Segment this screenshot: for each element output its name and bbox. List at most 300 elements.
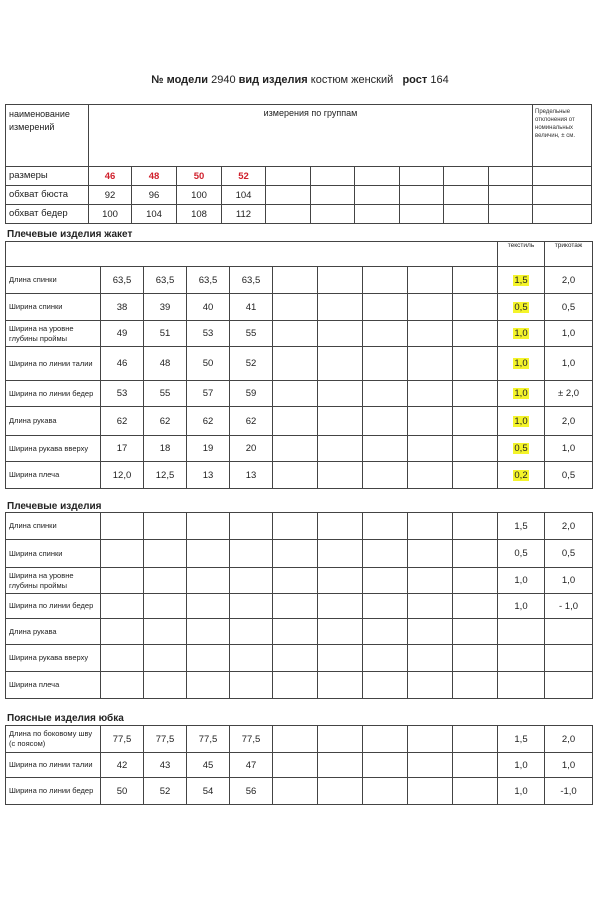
value-cell <box>230 513 273 540</box>
value-cell: 104 <box>222 186 266 205</box>
hips-row <box>6 205 592 224</box>
value-cell <box>318 347 363 381</box>
value-cell <box>408 540 453 568</box>
textile-tolerance-cell <box>498 513 545 540</box>
value-cell <box>453 778 498 805</box>
textile-tolerance-value: 1,5 <box>514 733 528 745</box>
textile-tolerance-cell <box>498 267 545 294</box>
value-cell <box>273 594 318 619</box>
value-cell: 52 <box>222 167 266 186</box>
value-cell <box>273 436 318 462</box>
value-cell: 45 <box>187 753 230 778</box>
textile-tolerance-cell <box>498 347 545 381</box>
value-cell: 46 <box>101 347 144 381</box>
value-cell <box>311 186 355 205</box>
col-knit-header: трикотаж <box>545 242 593 267</box>
measurement-name: Ширина по линии бедер <box>6 594 101 619</box>
value-cell <box>187 568 230 594</box>
value-cell <box>144 619 187 645</box>
value-cell <box>230 645 273 672</box>
measurement-row <box>6 462 593 489</box>
measurement-row <box>6 321 593 347</box>
value-cell <box>453 594 498 619</box>
textile-tolerance-value: 0,5 <box>514 443 528 454</box>
value-cell: 77,5 <box>230 726 273 753</box>
value-cell <box>453 513 498 540</box>
value-cell <box>489 186 533 205</box>
value-cell: 53 <box>101 381 144 407</box>
size-header-table <box>5 104 592 224</box>
value-cell <box>273 267 318 294</box>
value-cell <box>363 462 408 489</box>
value-cell <box>318 672 363 699</box>
section-title-jacket: Плечевые изделия жакет <box>7 229 133 240</box>
value-cell <box>273 672 318 699</box>
value-cell: 12,5 <box>144 462 187 489</box>
skirt-table <box>5 725 593 805</box>
value-cell: 38 <box>101 294 144 321</box>
value-cell: 49 <box>101 321 144 347</box>
value-cell <box>355 167 400 186</box>
value-cell <box>363 294 408 321</box>
value-cell <box>318 513 363 540</box>
value-cell <box>318 407 363 436</box>
type-value: костюм женский <box>310 74 394 86</box>
value-cell: 55 <box>230 321 273 347</box>
value-cell <box>453 540 498 568</box>
value-cell: 63,5 <box>187 267 230 294</box>
textile-tolerance-cell <box>498 381 545 407</box>
value-cell <box>266 186 311 205</box>
knit-tolerance-value: 0,5 <box>545 294 593 321</box>
value-cell <box>311 205 355 224</box>
value-cell <box>400 167 444 186</box>
knit-tolerance-value: 1,0 <box>545 347 593 381</box>
value-cell <box>230 594 273 619</box>
value-cell <box>453 381 498 407</box>
value-cell <box>273 778 318 805</box>
value-cell <box>408 462 453 489</box>
value-cell: 92 <box>89 186 132 205</box>
value-cell <box>453 726 498 753</box>
value-cell: 100 <box>89 205 132 224</box>
textile-tolerance-cell <box>498 753 545 778</box>
value-cell <box>273 568 318 594</box>
document-title <box>0 74 600 86</box>
knit-tolerance-value: -1,0 <box>545 778 593 805</box>
value-cell <box>363 321 408 347</box>
textile-tolerance-value: 0,5 <box>514 301 528 313</box>
textile-tolerance-value: 1,0 <box>514 358 528 369</box>
measurement-name: Длина спинки <box>6 267 101 294</box>
textile-tolerance-cell <box>498 294 545 321</box>
value-cell: 50 <box>187 347 230 381</box>
value-cell <box>408 294 453 321</box>
value-cell <box>101 540 144 568</box>
textile-tolerance-value: 1,0 <box>514 415 528 427</box>
value-cell: 46 <box>89 167 132 186</box>
shoulder-table <box>5 512 593 699</box>
measurement-row <box>6 778 593 805</box>
measurement-row <box>6 436 593 462</box>
value-cell: 18 <box>144 436 187 462</box>
value-cell <box>453 407 498 436</box>
size-row <box>6 167 592 186</box>
value-cell <box>144 568 187 594</box>
value-cell: 42 <box>101 753 144 778</box>
value-cell <box>408 321 453 347</box>
value-cell: 104 <box>132 205 177 224</box>
value-cell: 63,5 <box>101 267 144 294</box>
measurement-row <box>6 267 593 294</box>
value-cell <box>318 619 363 645</box>
value-cell <box>187 513 230 540</box>
measurement-name: Ширина плеча <box>6 462 101 489</box>
value-cell <box>273 540 318 568</box>
value-cell <box>230 619 273 645</box>
value-cell <box>273 347 318 381</box>
value-cell <box>230 672 273 699</box>
measurement-name: Ширина по линии талии <box>6 347 101 381</box>
value-cell <box>187 645 230 672</box>
height-value: 164 <box>430 74 449 86</box>
value-cell <box>273 645 318 672</box>
value-cell <box>453 347 498 381</box>
value-cell: 77,5 <box>187 726 230 753</box>
value-cell <box>408 267 453 294</box>
value-cell: 52 <box>230 347 273 381</box>
value-cell <box>355 205 400 224</box>
value-cell <box>318 436 363 462</box>
value-cell: 54 <box>187 778 230 805</box>
value-cell: 50 <box>177 167 222 186</box>
value-cell: 51 <box>144 321 187 347</box>
value-cell <box>311 167 355 186</box>
value-cell <box>318 294 363 321</box>
value-cell <box>318 568 363 594</box>
knit-tolerance-value <box>545 645 593 672</box>
value-cell <box>101 594 144 619</box>
measurement-name: Ширина по линии талии <box>6 753 101 778</box>
textile-tolerance-value: 1,5 <box>514 274 528 286</box>
value-cell <box>101 568 144 594</box>
value-cell: 77,5 <box>144 726 187 753</box>
value-cell <box>273 407 318 436</box>
value-cell <box>363 594 408 619</box>
value-cell <box>408 513 453 540</box>
value-cell <box>408 753 453 778</box>
value-cell: 13 <box>187 462 230 489</box>
value-cell <box>400 186 444 205</box>
knit-tolerance-value: ± 2,0 <box>545 381 593 407</box>
value-cell <box>453 619 498 645</box>
value-cell: 62 <box>101 407 144 436</box>
value-cell: 39 <box>144 294 187 321</box>
textile-tolerance-value: 0,5 <box>514 548 528 559</box>
groups-header: измерения по группам <box>89 105 533 167</box>
measurement-name: Ширина рукава вверху <box>6 645 101 672</box>
row-label: обхват бюста <box>6 186 89 205</box>
knit-tolerance-value: 1,0 <box>545 753 593 778</box>
knit-tolerance-value: 1,0 <box>545 321 593 347</box>
model-label: № модели <box>151 74 209 86</box>
knit-tolerance-value: 2,0 <box>545 726 593 753</box>
measurement-row <box>6 381 593 407</box>
tolerance-cell <box>533 186 592 205</box>
value-cell <box>273 321 318 347</box>
row-label: размеры <box>6 167 89 186</box>
value-cell: 48 <box>144 347 187 381</box>
textile-tolerance-cell <box>498 540 545 568</box>
value-cell <box>453 753 498 778</box>
value-cell <box>363 267 408 294</box>
value-cell <box>363 753 408 778</box>
textile-tolerance-value: 1,0 <box>514 785 528 797</box>
value-cell: 63,5 <box>230 267 273 294</box>
value-cell <box>230 540 273 568</box>
value-cell: 17 <box>101 436 144 462</box>
knit-tolerance-value: 0,5 <box>545 540 593 568</box>
value-cell <box>318 645 363 672</box>
value-cell <box>453 321 498 347</box>
value-cell <box>363 540 408 568</box>
value-cell <box>408 778 453 805</box>
bust-row <box>6 186 592 205</box>
value-cell <box>363 645 408 672</box>
value-cell <box>187 540 230 568</box>
value-cell: 77,5 <box>101 726 144 753</box>
textile-tolerance-cell <box>498 672 545 699</box>
value-cell <box>273 381 318 407</box>
value-cell <box>453 568 498 594</box>
value-cell <box>318 462 363 489</box>
value-cell: 62 <box>187 407 230 436</box>
value-cell: 47 <box>230 753 273 778</box>
value-cell: 48 <box>132 167 177 186</box>
section-title-skirt: Поясные изделия юбка <box>7 713 124 724</box>
value-cell <box>453 462 498 489</box>
textile-tolerance-cell <box>498 407 545 436</box>
measurement-name: Ширина на уровне глубины проймы <box>6 321 101 347</box>
textile-tolerance-cell <box>498 645 545 672</box>
value-cell: 52 <box>144 778 187 805</box>
value-cell: 43 <box>144 753 187 778</box>
measurement-row <box>6 540 593 568</box>
value-cell <box>273 619 318 645</box>
measurement-row <box>6 513 593 540</box>
textile-tolerance-cell <box>498 594 545 619</box>
measurement-name: Длина по боковому шву (с поясом) <box>6 726 101 753</box>
value-cell <box>363 568 408 594</box>
knit-tolerance-value: 1,0 <box>545 568 593 594</box>
measurements-name-header: наименование измерений <box>6 105 89 167</box>
value-cell <box>444 205 489 224</box>
value-cell <box>408 726 453 753</box>
textile-tolerance-value: 1,0 <box>514 328 528 339</box>
value-cell <box>318 753 363 778</box>
value-cell <box>408 407 453 436</box>
textile-tolerance-value: 0,2 <box>514 469 528 481</box>
value-cell: 53 <box>187 321 230 347</box>
height-label: рост <box>402 74 428 86</box>
value-cell <box>363 513 408 540</box>
value-cell <box>101 672 144 699</box>
measurement-row <box>6 407 593 436</box>
value-cell <box>273 462 318 489</box>
value-cell <box>444 167 489 186</box>
value-cell <box>144 645 187 672</box>
jacket-header-blank <box>6 242 498 267</box>
value-cell: 40 <box>187 294 230 321</box>
value-cell: 108 <box>177 205 222 224</box>
textile-tolerance-value: 1,0 <box>514 388 528 399</box>
value-cell <box>453 436 498 462</box>
tolerance-header: Предельные отклонения от номинальных величин, ± см. <box>533 105 592 167</box>
value-cell <box>363 381 408 407</box>
measurement-row <box>6 568 593 594</box>
value-cell <box>408 619 453 645</box>
value-cell <box>363 407 408 436</box>
measurement-row <box>6 753 593 778</box>
value-cell <box>408 436 453 462</box>
textile-tolerance-cell <box>498 436 545 462</box>
value-cell <box>266 205 311 224</box>
value-cell <box>408 381 453 407</box>
measurement-row <box>6 294 593 321</box>
value-cell <box>400 205 444 224</box>
value-cell: 57 <box>187 381 230 407</box>
measurement-name: Ширина плеча <box>6 672 101 699</box>
value-cell <box>363 347 408 381</box>
measurement-row <box>6 645 593 672</box>
value-cell: 112 <box>222 205 266 224</box>
value-cell: 19 <box>187 436 230 462</box>
knit-tolerance-value <box>545 672 593 699</box>
measurement-row <box>6 594 593 619</box>
value-cell: 96 <box>132 186 177 205</box>
knit-tolerance-value: 2,0 <box>545 513 593 540</box>
measurement-name: Длина спинки <box>6 513 101 540</box>
jacket-table <box>5 241 593 489</box>
value-cell <box>453 645 498 672</box>
value-cell <box>273 753 318 778</box>
textile-tolerance-value: 1,0 <box>514 575 528 586</box>
knit-tolerance-value: 2,0 <box>545 407 593 436</box>
value-cell: 50 <box>101 778 144 805</box>
textile-tolerance-cell <box>498 778 545 805</box>
col-textile-header: текстиль <box>498 242 545 267</box>
textile-tolerance-value: 1,5 <box>514 520 528 532</box>
value-cell <box>273 513 318 540</box>
measurement-name: Длина рукава <box>6 407 101 436</box>
type-label: вид изделия <box>238 74 308 86</box>
knit-tolerance-value: 2,0 <box>545 267 593 294</box>
value-cell <box>408 672 453 699</box>
value-cell <box>363 726 408 753</box>
value-cell <box>363 778 408 805</box>
value-cell <box>144 513 187 540</box>
value-cell <box>408 347 453 381</box>
value-cell <box>489 205 533 224</box>
value-cell <box>453 267 498 294</box>
value-cell: 20 <box>230 436 273 462</box>
value-cell <box>266 167 311 186</box>
value-cell <box>318 778 363 805</box>
value-cell <box>489 167 533 186</box>
value-cell <box>273 294 318 321</box>
measurement-row <box>6 726 593 753</box>
textile-tolerance-cell <box>498 321 545 347</box>
measurement-name: Длина рукава <box>6 619 101 645</box>
value-cell <box>453 672 498 699</box>
measurement-name: Ширина рукава вверху <box>6 436 101 462</box>
value-cell <box>318 594 363 619</box>
value-cell: 62 <box>144 407 187 436</box>
tolerance-cell <box>533 205 592 224</box>
value-cell: 56 <box>230 778 273 805</box>
value-cell <box>318 381 363 407</box>
value-cell <box>453 294 498 321</box>
knit-tolerance-value <box>545 619 593 645</box>
value-cell <box>230 568 273 594</box>
value-cell: 59 <box>230 381 273 407</box>
value-cell: 62 <box>230 407 273 436</box>
measurement-name: Ширина по линии бедер <box>6 381 101 407</box>
measurement-name: Ширина спинки <box>6 540 101 568</box>
value-cell <box>101 619 144 645</box>
row-label: обхват бедер <box>6 205 89 224</box>
value-cell <box>144 540 187 568</box>
value-cell <box>363 672 408 699</box>
value-cell <box>144 672 187 699</box>
textile-tolerance-value: 1,0 <box>514 600 528 612</box>
knit-tolerance-value: - 1,0 <box>545 594 593 619</box>
value-cell <box>101 513 144 540</box>
jacket-header-row <box>6 242 593 267</box>
value-cell <box>273 726 318 753</box>
value-cell <box>318 267 363 294</box>
value-cell <box>101 645 144 672</box>
value-cell <box>187 594 230 619</box>
value-cell: 41 <box>230 294 273 321</box>
value-cell <box>408 645 453 672</box>
measurement-row <box>6 619 593 645</box>
value-cell: 100 <box>177 186 222 205</box>
value-cell <box>408 568 453 594</box>
value-cell <box>318 321 363 347</box>
measurement-row <box>6 347 593 381</box>
knit-tolerance-value: 0,5 <box>545 462 593 489</box>
value-cell: 12,0 <box>101 462 144 489</box>
value-cell: 55 <box>144 381 187 407</box>
value-cell <box>187 672 230 699</box>
measurement-name: Ширина спинки <box>6 294 101 321</box>
value-cell <box>318 726 363 753</box>
value-cell <box>363 436 408 462</box>
tolerance-cell <box>533 167 592 186</box>
value-cell <box>144 594 187 619</box>
textile-tolerance-cell <box>498 726 545 753</box>
value-cell <box>187 619 230 645</box>
value-cell <box>363 619 408 645</box>
section-title-shoulder: Плечевые изделия <box>7 501 102 512</box>
textile-tolerance-cell <box>498 568 545 594</box>
header-row <box>6 105 592 167</box>
measurement-name: Ширина по линии бедер <box>6 778 101 805</box>
textile-tolerance-cell <box>498 462 545 489</box>
value-cell: 13 <box>230 462 273 489</box>
textile-tolerance-value: 1,0 <box>514 759 528 771</box>
